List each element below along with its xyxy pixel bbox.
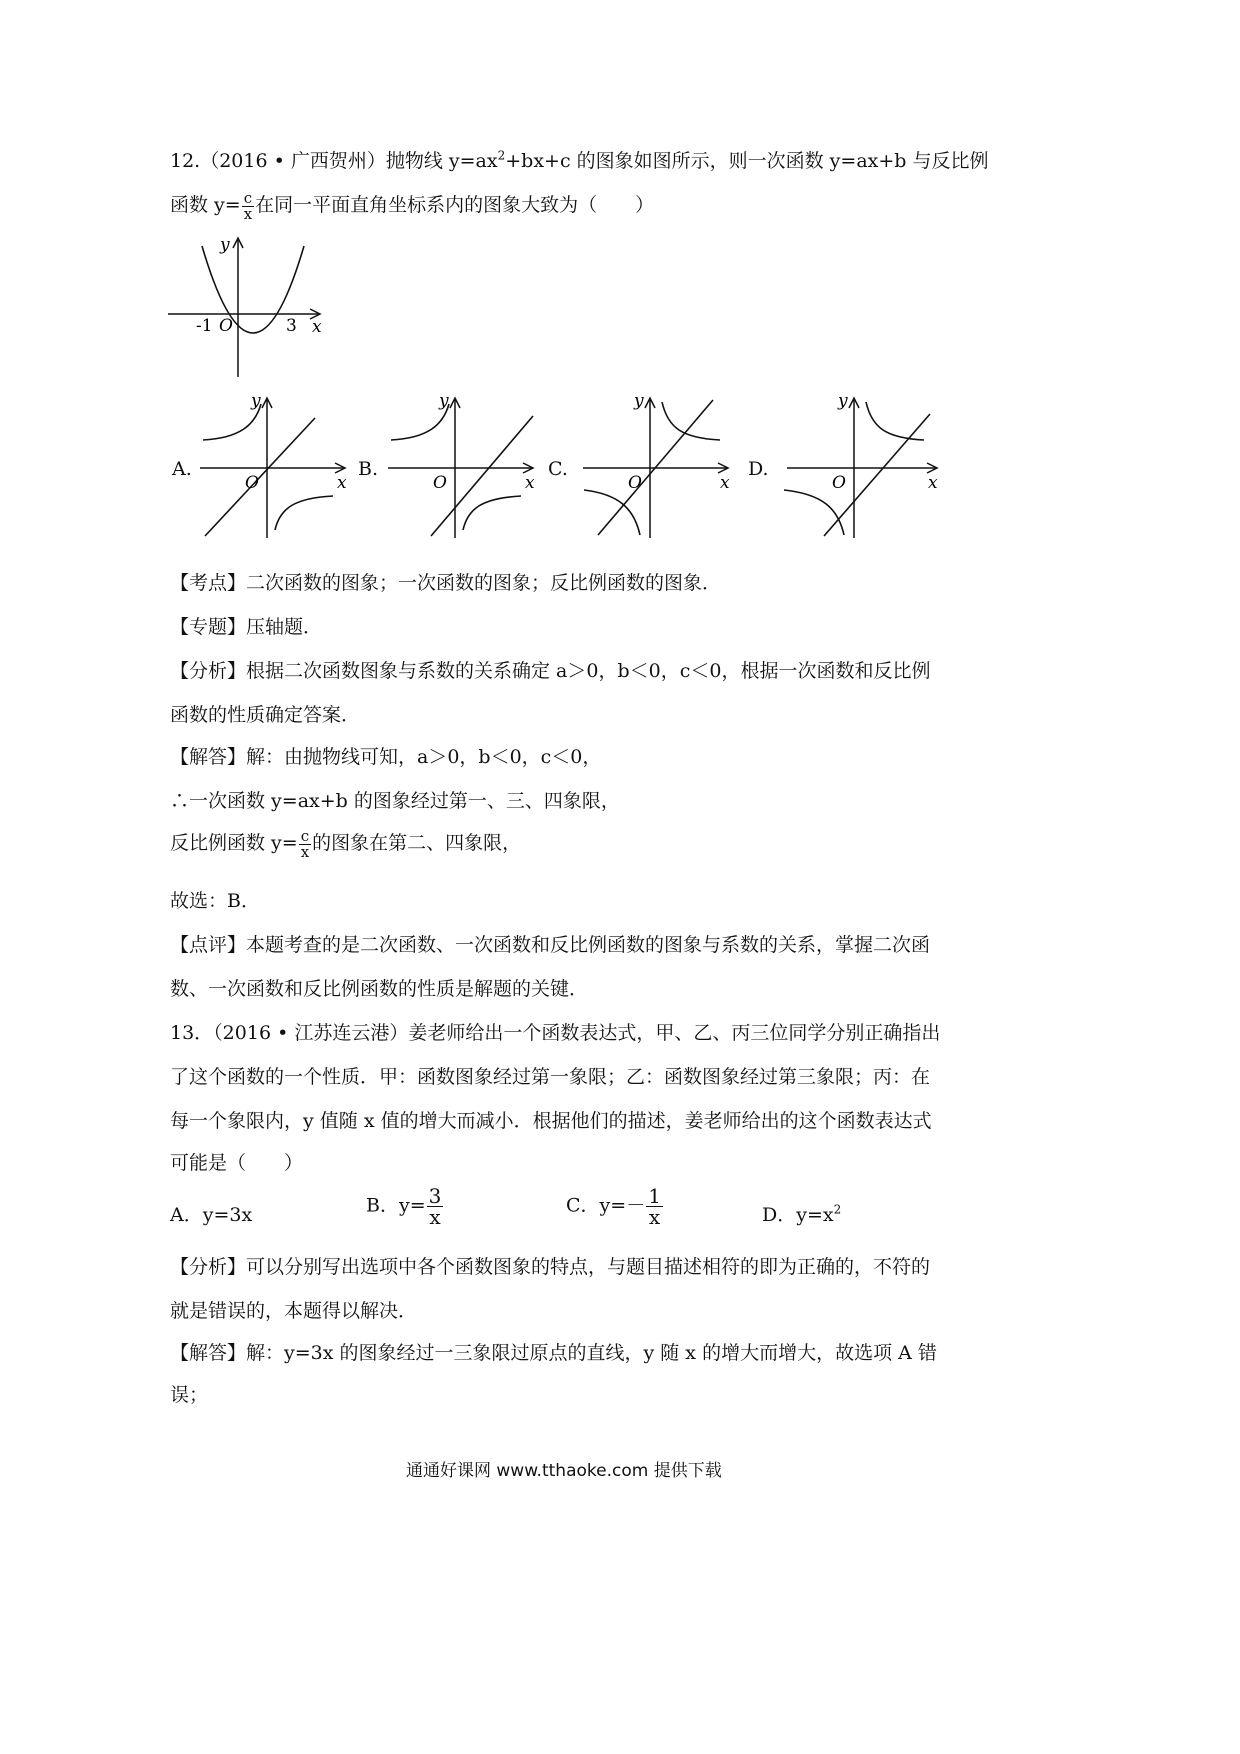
q12-jieda-line4: 故选：B． bbox=[170, 890, 260, 912]
page-footer: 通通好课网 www.tthaoke.com 提供下载 bbox=[406, 1461, 722, 1481]
q13-jieda-line2: 误； bbox=[170, 1384, 209, 1406]
option-d-label: D. bbox=[748, 458, 769, 480]
parabola-neg1-label: -1 bbox=[196, 316, 213, 336]
q13-line2: 了这个函数的一个性质．甲：函数图象经过第一象限；乙：函数图象经过第三象限；丙：在 bbox=[170, 1066, 931, 1088]
parabola-origin-label: O bbox=[219, 316, 233, 336]
fraction-c-over-x-2: $\frac{c}{x}$ bbox=[300, 826, 310, 861]
option-d-graph bbox=[782, 390, 947, 540]
q13-line4: 可能是（ ） bbox=[170, 1152, 304, 1174]
q13-option-a: A．y=3x bbox=[170, 1204, 253, 1226]
q12-jieda-line3: 反比例函数 y= $\frac{c}{x}$ 的图象在第二、四象限， bbox=[170, 826, 522, 861]
q12-kaodian: 【考点】二次函数的图象；一次函数的图象；反比例函数的图象． bbox=[170, 572, 722, 594]
parabola-x-label: x bbox=[312, 317, 322, 337]
option-d-y-label: y bbox=[838, 391, 848, 411]
q13-option-c: C．y=－ $\frac{1}{x}$ bbox=[566, 1184, 661, 1229]
q12-line1: 12.（2016 • 广西贺州）抛物线 $y=ax^2+bx+c$ 的图象如图所示，则一次函数 y=ax+b 与反比例 bbox=[170, 148, 989, 172]
option-c-label: C. bbox=[548, 458, 568, 480]
option-a-x-label: x bbox=[337, 473, 347, 493]
option-c-graph bbox=[578, 390, 743, 540]
q12-jieda-line1: 【解答】解：由抛物线可知，a＞0，b＜0，c＜0， bbox=[170, 746, 602, 768]
option-b-y-label: y bbox=[439, 391, 449, 411]
option-a-label: A. bbox=[172, 458, 192, 480]
q12-line2: 函数 y= $\frac{c}{x}$ 在同一平面直角坐标系内的图象大致为（ ） bbox=[170, 188, 655, 223]
option-c-y-label: y bbox=[634, 391, 644, 411]
option-b-label: B. bbox=[358, 458, 379, 480]
q13-option-d: D．$y=x^2$ bbox=[762, 1202, 842, 1226]
option-b-origin-label: O bbox=[433, 473, 447, 493]
option-a-origin-label: O bbox=[245, 473, 259, 493]
q12-jieda-line2: ∴一次函数 y=ax+b 的图象经过第一、三、四象限， bbox=[170, 790, 620, 812]
q13-jieda-line1: 【解答】解：y=3x 的图象经过一三象限过原点的直线，y 随 x 的增大而增大，故选项 A 错 bbox=[170, 1342, 937, 1364]
option-d-x-label: x bbox=[928, 473, 938, 493]
q13-option-b: B．y= $\frac{3}{x}$ bbox=[366, 1184, 442, 1229]
option-c-x-label: x bbox=[720, 473, 730, 493]
q12-fenxi-line2: 函数的性质确定答案． bbox=[170, 704, 361, 726]
option-c-origin-label: O bbox=[628, 473, 642, 493]
q13-line3: 每一个象限内，y 值随 x 值的增大而减小．根据他们的描述，姜老师给出的这个函数表达式 bbox=[170, 1110, 932, 1132]
option-d-origin-label: O bbox=[832, 473, 846, 493]
parabola-y-label: y bbox=[220, 235, 230, 255]
option-b-graph bbox=[383, 390, 548, 540]
parabola-graph bbox=[160, 232, 340, 382]
q13-fenxi-line2: 就是错误的，本题得以解决． bbox=[170, 1300, 418, 1322]
option-a-y-label: y bbox=[251, 391, 261, 411]
option-b-x-label: x bbox=[525, 473, 535, 493]
q12-fenxi-line1: 【分析】根据二次函数图象与系数的关系确定 a＞0，b＜0，c＜0，根据一次函数和反比例 bbox=[170, 660, 931, 682]
q13-line1: 13．（2016 • 江苏连云港）姜老师给出一个函数表达式，甲、乙、丙三位同学分别正确指出 bbox=[170, 1022, 941, 1044]
q12-zhuanti: 【专题】压轴题． bbox=[170, 616, 323, 638]
parabola-three-label: 3 bbox=[286, 316, 297, 336]
q12-dianping-line2: 数、一次函数和反比例函数的性质是解题的关键． bbox=[170, 978, 589, 1000]
option-a-graph bbox=[195, 390, 360, 540]
q12-dianping-line1: 【点评】本题考查的是二次函数、一次函数和反比例函数的图象与系数的关系，掌握二次函 bbox=[170, 934, 931, 956]
fraction-1-over-x: $\frac{1}{x}$ bbox=[648, 1184, 661, 1229]
q13-fenxi-line1: 【分析】可以分别写出选项中各个函数图象的特点，与题目描述相符的即为正确的，不符的 bbox=[170, 1256, 931, 1278]
fraction-c-over-x: $\frac{c}{x}$ bbox=[243, 188, 253, 223]
fraction-3-over-x: $\frac{3}{x}$ bbox=[428, 1184, 442, 1229]
